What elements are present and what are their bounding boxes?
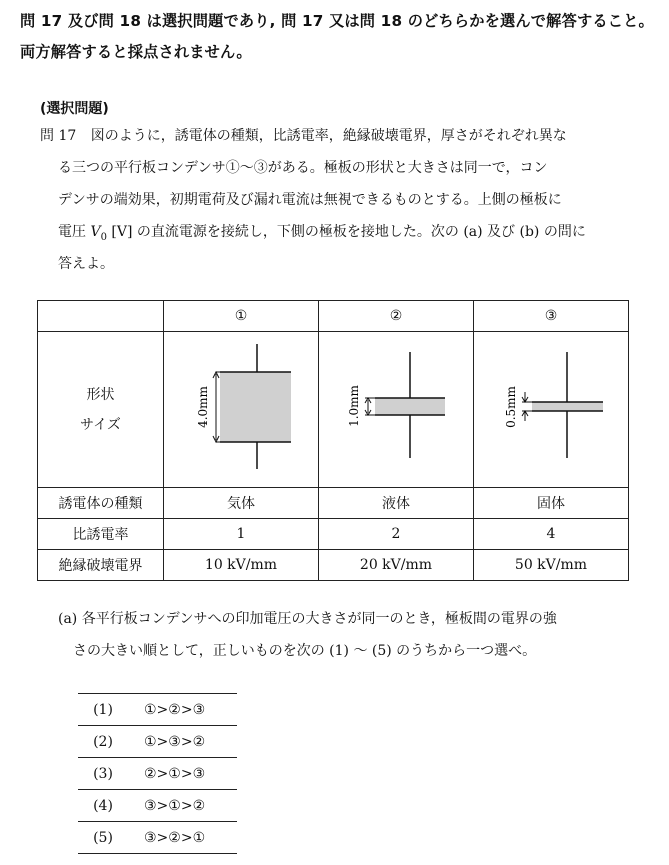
- dielectric-solid: [532, 402, 603, 411]
- header-line-2: 両方解答すると採点されません。: [20, 43, 252, 61]
- breakdown-field-2: 20 kV/mm: [319, 550, 474, 581]
- dielectric-type-3: 固体: [474, 488, 629, 519]
- shape-label: 形状: [86, 386, 115, 403]
- header-capacitor-3: ③: [474, 301, 629, 332]
- choice-order: ③>①>②: [128, 790, 237, 822]
- question-line-4-post: [V] の直流電源を接続し，下側の極板を接地した。次の (a) 及び (b) の問に: [106, 224, 586, 240]
- part-a-line-2: さの大きい順として，正しいものを次の (1) ～ (5) のうちから一つ選べ。: [73, 643, 537, 659]
- answer-choices: [78, 693, 237, 854]
- permittivity-3: 4: [474, 519, 629, 550]
- table-corner-cell: [38, 301, 164, 332]
- voltage-variable: V: [90, 224, 101, 240]
- choice-number: (4): [78, 790, 128, 822]
- capacitor-1-diagram: [164, 332, 318, 481]
- choice-order: ②>①>③: [128, 758, 237, 790]
- question-line-3: デンサの端効果，初期電荷及び漏れ電流は無視できるものとする。上側の極板に: [58, 192, 562, 208]
- shape-label-cell: [38, 332, 164, 488]
- question-line-4: [58, 222, 586, 248]
- list-item[interactable]: [78, 822, 237, 854]
- table-row: [38, 488, 629, 519]
- breakdown-field-3: 50 kV/mm: [474, 550, 629, 581]
- question-number: 問 17: [40, 128, 77, 144]
- row-label-permittivity: 比誘電率: [38, 519, 164, 550]
- dielectric-type-2: 液体: [319, 488, 474, 519]
- choice-order: ①>③>②: [128, 726, 237, 758]
- choice-number: (2): [78, 726, 128, 758]
- choice-order: ①>②>③: [128, 694, 237, 726]
- shape-row: [38, 332, 629, 488]
- dim-label-1: 4.0mm: [196, 386, 210, 428]
- table-row: [38, 519, 629, 550]
- breakdown-field-1: 10 kV/mm: [164, 550, 319, 581]
- header-capacitor-1: ①: [164, 301, 319, 332]
- row-label-dielectric-type: 誘電体の種類: [38, 488, 164, 519]
- size-label: サイズ: [80, 416, 121, 433]
- dim-label-3: 0.5mm: [504, 386, 518, 428]
- question-line-4-pre: 電圧: [58, 224, 91, 240]
- choice-number: (3): [78, 758, 128, 790]
- voltage-subscript: 0: [100, 231, 107, 243]
- list-item[interactable]: [78, 790, 237, 822]
- capacitor-2-diagram: [319, 332, 473, 481]
- list-item[interactable]: [78, 726, 237, 758]
- question-line-5: 答えよ。: [58, 256, 114, 272]
- question-line-1: 図のように，誘電体の種類，比誘電率，絶縁破壊電界，厚さがそれぞれ異な: [90, 128, 567, 144]
- permittivity-1: 1: [164, 519, 319, 550]
- choice-order: ③>②>①: [128, 822, 237, 854]
- capacitor-3-diagram: [474, 332, 628, 481]
- diagram-cell-1: [164, 332, 319, 488]
- question-line-2: る三つの平行板コンデンサ①～③がある。極板の形状と大きさは同一で，コン: [58, 160, 548, 176]
- dielectric-gas: [220, 372, 291, 442]
- choice-number: (1): [78, 694, 128, 726]
- header-line-1: 問 17 及び問 18 は選択問題であり, 問 17 又は問 18 のどちらかを選んで解答すること。: [20, 12, 654, 30]
- diagram-cell-2: [319, 332, 474, 488]
- header-capacitor-2: ②: [319, 301, 474, 332]
- table-header-row: [38, 301, 629, 332]
- section-label: (選択問題): [40, 101, 109, 117]
- list-item[interactable]: [78, 758, 237, 790]
- part-a-line-1: (a) 各平行板コンデンサへの印加電圧の大きさが同一のとき，極板間の電界の強: [58, 611, 557, 627]
- dielectric-liquid: [375, 398, 445, 415]
- choice-number: (5): [78, 822, 128, 854]
- diagram-cell-3: [474, 332, 629, 488]
- capacitor-table: [37, 300, 629, 581]
- permittivity-2: 2: [319, 519, 474, 550]
- list-item[interactable]: [78, 694, 237, 726]
- dielectric-type-1: 気体: [164, 488, 319, 519]
- table-row: [38, 550, 629, 581]
- row-label-breakdown-field: 絶縁破壊電界: [38, 550, 164, 581]
- dim-label-2: 1.0mm: [347, 385, 361, 427]
